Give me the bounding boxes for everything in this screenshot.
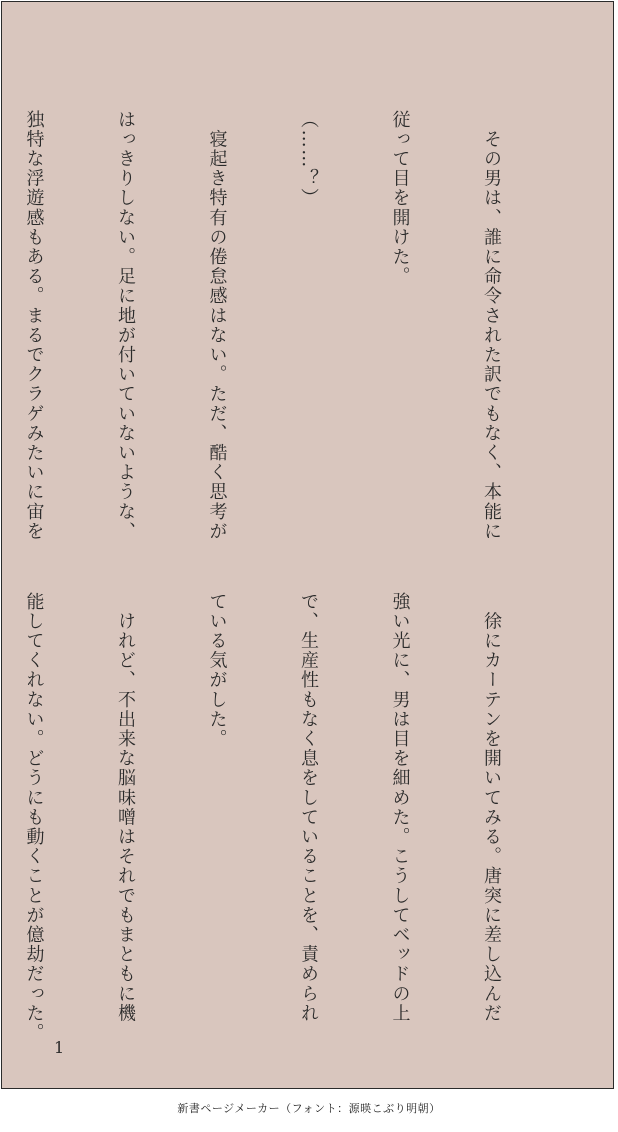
text-block-bottom — [23, 592, 567, 1058]
text-line: 独特な浮遊感もある。まるでクラゲみたいに宙を — [23, 110, 45, 542]
text-line: はっきりしない。足に地が付いていないような、 — [115, 110, 136, 542]
text-line: 従って目を開けた。 — [389, 110, 411, 287]
page-number: 1 — [54, 1038, 65, 1057]
text-line: で、生産性もなく息をしていることを、責められ — [298, 592, 319, 1024]
text-line: 寝起き特有の倦怠感はない。ただ、酷く思考が — [206, 110, 228, 542]
manuscript-page — [1, 1, 614, 1089]
text-line: 徐にカーテンを開いてみる。唐突に差し込んだ — [481, 592, 502, 1024]
text-block-top — [23, 110, 567, 576]
text-line: 強い光に、男は目を細めた。こうしてベッドの上 — [389, 592, 411, 1024]
text-line: けれど、不出来な脳味噌はそれでもまともに機 — [115, 592, 136, 1024]
text-line: 能してくれない。どうにも動くことが億劫だった。 — [23, 592, 45, 1043]
text-line: ている気がした。 — [206, 592, 228, 749]
text-line: （……？） — [298, 110, 319, 208]
text-line: その男は、誰に命令された訳でもなく、本能に — [481, 110, 502, 542]
footer-credit: 新書ページメーカー（フォント：源暎こぶり明朝） — [177, 1102, 441, 1115]
